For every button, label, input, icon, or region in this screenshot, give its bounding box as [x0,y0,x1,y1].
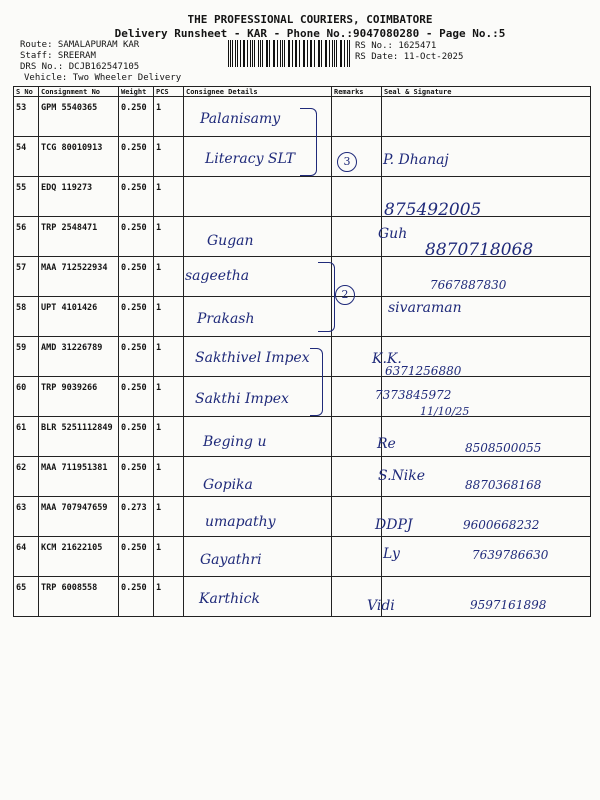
handwritten-consignee: Gugan [207,233,254,249]
runsheet-subtitle: Delivery Runsheet - KAR - Phone No.:9047080280 - Page No.:5 [114,27,506,40]
row-sno: 56 [16,223,27,233]
barcode-bar [237,40,238,67]
barcode-bar [284,40,285,67]
col-header-consignee: Consignee Details [184,87,332,97]
barcode-bar [235,40,236,67]
row-remarks-cell [332,537,382,577]
row-weight: 0.250 [121,103,147,113]
row-sno: 63 [16,503,27,513]
barcode-bar [311,40,312,67]
remark-circle: 2 [335,285,355,305]
handwritten-consignee: Gayathri [200,552,262,568]
row-pcs: 1 [156,103,162,113]
row-pcs: 1 [156,383,162,393]
row-sno: 53 [16,103,27,113]
handwritten-signature: Re [377,436,396,452]
col-header-sno: S No [14,87,39,97]
row-weight: 0.250 [121,383,147,393]
row-weight: 0.250 [121,543,147,553]
row-consignment-no: TRP 9039266 [41,383,98,393]
row-remarks-cell [332,217,382,257]
handwritten-phone: 8870368168 [465,478,542,492]
row-pcs: 1 [156,503,162,513]
row-consignment-no: KCM 21622105 [41,543,103,553]
row-signature-cell [382,97,591,137]
remark-bracket [310,348,323,416]
row-weight: 0.250 [121,263,147,273]
route-label: Route: SAMALAPURAM KAR [20,40,140,50]
row-sno: 60 [16,383,27,393]
remark-bracket [318,262,335,332]
handwritten-consignee: Karthick [199,591,260,607]
barcode-bar [321,40,322,67]
handwritten-phone: 6371256880 [385,364,462,378]
row-consignment-no: UPT 4101426 [41,303,98,313]
row-sno: 62 [16,463,27,473]
row-consignment-no: BLR 5251112849 [41,423,113,433]
barcode-bar [228,40,229,67]
row-pcs: 1 [156,183,162,193]
barcode-bar [250,40,251,67]
row-sno: 54 [16,143,27,153]
handwritten-signature: S.Nike [378,468,426,484]
row-pcs: 1 [156,263,162,273]
barcode-bar [254,40,255,67]
row-weight: 0.250 [121,463,147,473]
row-weight: 0.250 [121,423,147,433]
handwritten-consignee: Gopika [203,477,253,493]
handwritten-phone: 7373845972 [375,388,452,402]
row-weight: 0.250 [121,343,147,353]
row-consignment-no: EDQ 119273 [41,183,93,193]
vehicle-label: Vehicle: Two Wheeler Delivery [24,73,182,83]
row-consignment-no: TCG 80010913 [41,143,103,153]
handwritten-signature: Ly [383,546,400,562]
barcode-bar [334,40,335,67]
row-consignment-no: AMD 31226789 [41,343,103,353]
barcode-bar [326,40,327,67]
drs-label: DRS No.: DCJB162547105 [20,62,140,72]
col-header-consignment: Consignment No [39,87,119,97]
table-header-row [14,87,591,97]
barcode-bar [341,40,342,67]
handwritten-phone: 9597161898 [470,598,547,612]
row-consignment-no: MAA 711951381 [41,463,108,473]
row-weight: 0.250 [121,303,147,313]
row-remarks-cell [332,497,382,537]
barcode-bar [269,40,270,67]
handwritten-consignee: sageetha [185,268,250,284]
handwritten-signature: P. Dhanaj [383,152,449,168]
row-pcs: 1 [156,423,162,433]
barcode-bar [280,40,281,67]
handwritten-consignee: Palanisamy [200,111,281,127]
rs-number: RS No.: 1625471 [355,41,437,51]
row-consignee-cell [184,177,332,217]
remark-bracket [300,108,317,176]
handwritten-consignee: Sakthi Impex [195,391,289,407]
handwritten-signature: DDPJ [375,517,413,533]
row-weight: 0.250 [121,583,147,593]
col-header-signature: Seal & Signature [382,87,591,97]
barcode-bar [296,40,297,67]
barcode-image [228,40,351,67]
row-pcs: 1 [156,303,162,313]
row-consignee-cell [184,217,332,257]
col-header-weight: Weight [119,87,154,97]
handwritten-consignee: Sakthivel Impex [195,350,310,366]
handwritten-consignee: Prakash [197,311,255,327]
handwritten-signature: Guh [378,226,408,242]
row-sno: 65 [16,583,27,593]
handwritten-phone: 8508500055 [465,441,542,455]
barcode-bar [304,40,305,67]
row-weight: 0.273 [121,503,147,513]
handwritten-consignee: Literacy SLT [205,151,296,167]
row-sno: 59 [16,343,27,353]
barcode-bar [314,40,315,67]
row-pcs: 1 [156,583,162,593]
handwritten-phone: 7667887830 [430,278,507,292]
handwritten-date: 11/10/25 [420,405,470,418]
table-row [14,377,591,417]
row-consignment-no: GPM 5540365 [41,103,98,113]
handwritten-signature: Vidi [367,598,395,614]
handwritten-phone: 7639786630 [472,548,549,562]
rs-date: RS Date: 11-Oct-2025 [355,52,464,62]
row-pcs: 1 [156,543,162,553]
row-remarks-cell [332,417,382,457]
remark-circle: 3 [337,152,357,172]
handwritten-signature: sivaraman [388,300,462,316]
row-sno: 55 [16,183,27,193]
table-row [14,177,591,217]
row-pcs: 1 [156,143,162,153]
handwritten-consignee: umapathy [205,514,276,530]
row-consignment-no: MAA 707947659 [41,503,108,513]
col-header-remarks: Remarks [332,87,382,97]
row-remarks-cell [332,377,382,417]
handwritten-consignee: Beging u [203,434,267,450]
table-row [14,297,591,337]
row-sno: 61 [16,423,27,433]
handwritten-phone: 8870718068 [425,240,534,260]
barcode-bar [262,40,263,67]
row-weight: 0.250 [121,183,147,193]
row-consignment-no: MAA 712522934 [41,263,108,273]
barcode-bar [273,40,274,67]
barcode-bar [344,40,345,67]
row-weight: 0.250 [121,223,147,233]
barcode-bar [292,40,293,67]
staff-label: Staff: SREERAM [20,51,96,61]
handwritten-signature: K.K. [372,351,402,367]
row-sno: 58 [16,303,27,313]
company-title: THE PROFESSIONAL COURIERS, COIMBATORE [187,13,433,26]
row-remarks-cell [332,457,382,497]
row-remarks-cell [332,177,382,217]
row-sno: 64 [16,543,27,553]
row-sno: 57 [16,263,27,273]
row-pcs: 1 [156,463,162,473]
row-pcs: 1 [156,223,162,233]
row-consignment-no: TRP 2548471 [41,223,98,233]
row-consignment-no: TRP 6008558 [41,583,98,593]
row-weight: 0.250 [121,143,147,153]
barcode-bar [247,40,248,67]
row-pcs: 1 [156,343,162,353]
handwritten-phone: 875492005 [384,200,482,220]
col-header-pcs: PCS [154,87,184,97]
row-remarks-cell [332,97,382,137]
handwritten-phone: 9600668232 [463,518,540,532]
